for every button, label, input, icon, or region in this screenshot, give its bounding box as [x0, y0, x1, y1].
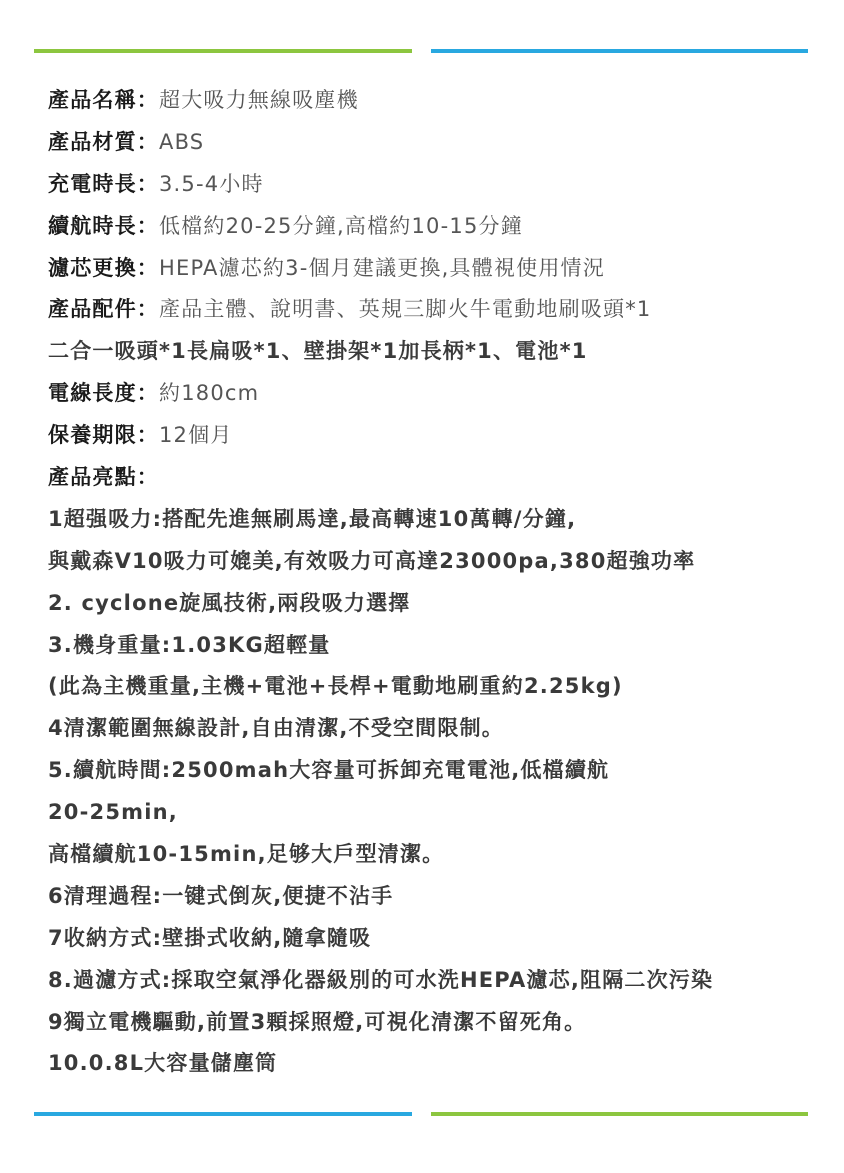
spec-material [48, 122, 818, 164]
spec-label: 充電時長： [48, 171, 159, 196]
spec-product-name [48, 80, 818, 122]
spec-value: 3.5-4小時 [159, 171, 264, 196]
spec-value: 低檔約20-25分鐘,高檔約10-15分鐘 [159, 213, 523, 238]
top-green-rule [34, 49, 412, 53]
highlight-line: (此為主機重量,主機+電池+長桿+電動地刷重約2.25kg) [48, 674, 623, 699]
spec-value: ABS [159, 129, 205, 154]
highlight-line: 2. cyclone旋風技術,兩段吸力選擇 [48, 590, 411, 615]
highlight-line: 3.機身重量:1.03KG超輕量 [48, 632, 331, 657]
spec-value: 二合一吸頭*1長扁吸*1、壁掛架*1加長柄*1、電池*1 [48, 339, 588, 364]
product-spec-list [48, 80, 818, 1085]
highlight-line: 4清潔範圍無線設計,自由清潔,不受空間限制。 [48, 716, 504, 741]
spec-label: 產品名稱： [48, 88, 159, 112]
spec-label: 續航時長： [48, 213, 159, 238]
highlight-line: 6清理過程:一键式倒灰,便捷不沾手 [48, 883, 394, 908]
spec-label: 產品配件： [48, 297, 159, 322]
spec-battery-life [48, 206, 818, 248]
spec-value: 12個月 [159, 423, 233, 448]
highlight-line: 20-25min, [48, 800, 178, 825]
spec-highlights-heading [48, 457, 818, 499]
spec-filter-replacement [48, 248, 818, 290]
spec-accessories-continued [48, 331, 818, 373]
highlight-line: 9獨立電機驅動,前置3顆採照燈,可視化清潔不留死角。 [48, 1009, 587, 1034]
bottom-green-rule [431, 1112, 808, 1116]
highlight-line: 5.續航時間:2500mah大容量可拆卸充電電池,低檔續航 [48, 758, 610, 783]
spec-value: HEPA濾芯約3-個月建議更換,具體視使用情況 [159, 255, 605, 280]
spec-label: 保養期限： [48, 423, 159, 448]
spec-value: 產品主體、說明書、英規三脚火牛電動地刷吸頭*1 [159, 297, 652, 322]
highlight-line: 8.過濾方式:採取空氣淨化器級別的可水洗HEPA濾芯,阻隔二次污染 [48, 967, 714, 992]
spec-cord-length [48, 373, 818, 415]
highlight-line: 7收納方式:壁掛式收納,隨拿隨吸 [48, 925, 372, 950]
spec-charge-time [48, 164, 818, 206]
spec-value: 超大吸力無線吸塵機 [159, 88, 359, 112]
spec-accessories [48, 289, 818, 331]
spec-label: 產品材質： [48, 129, 159, 154]
bottom-blue-rule [34, 1112, 412, 1116]
spec-warranty [48, 415, 818, 457]
highlight-line: 1超强吸力:搭配先進無刷馬達,最高轉速10萬轉/分鐘, [48, 506, 577, 531]
spec-label: 電線長度： [48, 381, 159, 406]
highlight-line: 10.0.8L大容量儲塵筒 [48, 1051, 278, 1076]
spec-label: 濾芯更換： [48, 255, 159, 280]
spec-value: 約180cm [159, 381, 260, 406]
spec-label: 產品亮點： [48, 465, 159, 490]
highlight-line: 高檔續航10-15min,足够大戶型清潔。 [48, 842, 445, 867]
top-blue-rule [431, 49, 808, 53]
highlight-line: 與戴森V10吸力可媲美,有效吸力可高達23000pa,380超強功率 [48, 548, 696, 573]
